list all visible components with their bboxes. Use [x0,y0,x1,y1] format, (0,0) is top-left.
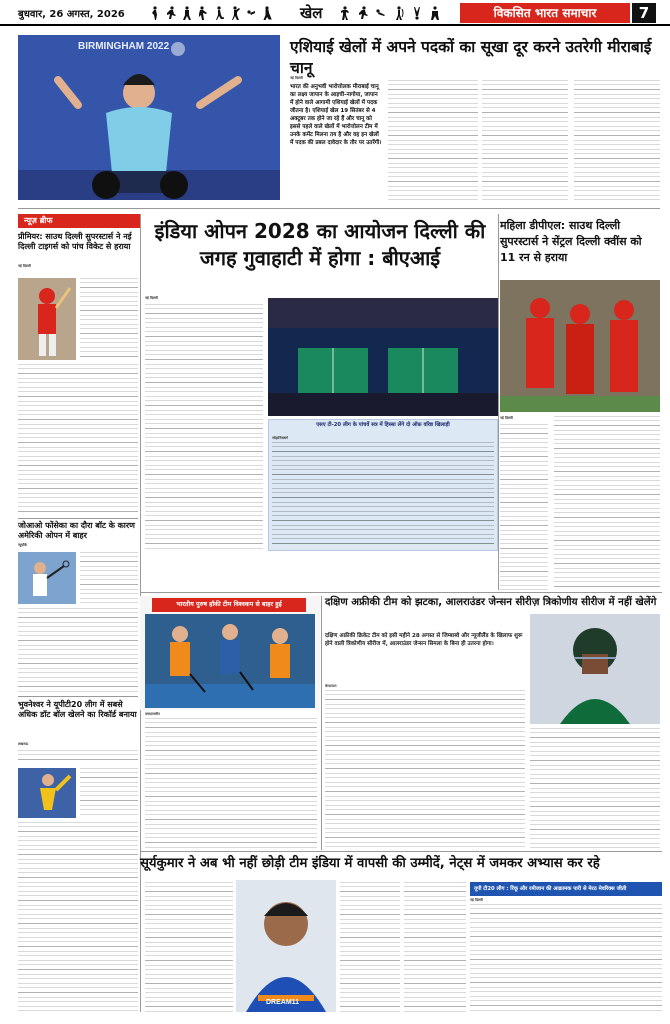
sa-player-photo [530,614,660,724]
hockey-players-photo [145,614,315,708]
weightlifter-photo [18,35,280,200]
hockey-dateline: एम्सटलवीन [145,712,160,716]
bowler-illustration [18,768,76,818]
hockey-body [145,718,317,848]
runner-icon [166,6,176,20]
suryakumar-illustration [236,880,336,1012]
up-t20-dateline: नई दिल्ली [470,898,483,902]
masthead [0,0,670,26]
gymnast-icon [412,6,422,20]
womens-dateline: नई दिल्ली [500,416,513,420]
brief-headline: भुवनेश्वर ने यूपीटी20 लीग में सबसे अधिक डॉट बॉल खेलने का रिकॉर्ड बनाया [18,700,137,719]
top-dateline: नई दिल्ली [290,76,303,80]
sa-headline: दक्षिण अफ्रीकी टीम को झटका, आलराउंडर जेन्सन सीरीज़ त्रिकोणीय सीरीज में नहीं खेलेंगे [325,597,657,608]
news-brief-tag: न्यूज़ ब्रीफ [18,214,140,228]
archer-icon [394,6,404,20]
top-headline: एशियाई खेलों में अपने पदकों का सूखा दूर करने उतरेगी मीराबाई चानू [290,38,652,77]
tennis-player-icon [230,6,240,20]
athlete-icon [182,6,192,20]
cricket-batter-icon [150,6,160,20]
up-t20-headline: यूपी टी20 लीग : रिंकू और रमीजान की आक्रामक पारी से मेरठ मेवरिक्स जीती [470,882,662,896]
sk-body-col-1 [145,882,233,1012]
brief-body-1b [18,364,138,514]
jumper-icon [198,6,208,20]
hockey-illustration [145,614,315,708]
sa-body-col-2 [530,728,660,848]
main-body-col [145,304,263,550]
page-number: 7 [632,3,656,23]
footballer-icon [214,6,224,20]
divider [18,696,138,697]
brief-body-2b [18,608,138,692]
inset-headline: एसए टी-20 लीग के पांचवें सत्र में हिस्सा लेंगे दो ऑफ़ वरिष्ठ खिलाड़ी [316,422,450,428]
swimmer-icon [246,6,256,20]
inset-body [272,442,494,546]
brief-dateline: लखनऊ [18,742,29,746]
hockey-headline: भारतीय पुरुष हॉकी टीम विश्वकप से बाहर हुई [152,598,306,612]
brief-headline: जोआओ फोंसेका का दौरा बॉट के कारण अमेरिकी ओपन में बाहर [18,521,135,540]
hockey-player-icon [262,6,272,20]
brief-dateline: न्यूयॉर्क [18,543,27,547]
divider [18,208,660,209]
womens-body-col-1 [500,424,548,590]
photo-banner-text: BIRMINGHAM 2022 [78,41,170,52]
badminton-arena-photo [268,298,498,416]
divider [140,592,662,593]
up-t20-body [470,904,662,1012]
column-rule [321,596,322,850]
boxer-icon [340,6,350,20]
top-story-summary: भारत की अनुभवी भारोत्तोलक मीराबाई चानू का लक्ष्य जापान के आइची-नागोया, जापान में होने वाले आगामी एशियाई खेलों में पदक जीतना है। एशियाई खेल 19 सितंबर से 4 अक्टूबर तक होने जा रहे हैं और चानू को इससे पहले वाले खेलों में भारोत्तोलन टीम में उनके कमेंट मिलना तय है और वह इन खेलों में पदक की प्रबल दावेदार के तौर पर उतरेंगी। [290,84,382,146]
sk-body-col-2 [340,882,400,1012]
womens-dpl-headline: महिला डीपीएल: साउथ दिल्ली सुपरस्टार्स ने सेंट्रल दिल्ली क्वींस को 11 रन से हराया [500,219,642,264]
section-title: खेल [300,4,323,22]
column-rule [498,214,499,590]
issue-date: बुधवार, 26 अगस्त, 2026 [18,9,125,20]
sprinter-icon [358,6,368,20]
cricketers-illustration [500,280,660,412]
main-headline: इंडिया ओपन 2028 का आयोजन दिल्ली की जगह गुवाहाटी में होगा : बीएआई [154,219,486,270]
sa-subhead: दक्षिण अफ्रीकी क्रिकेट टीम को इसी महीने 28 अगस्त से जिम्बाब्वे और न्यूजीलैंड के खिलाफ शुरू होने वाली त्रिकोणीय सीरीज में, आलराउंडर जेन्सन सिमला के बिना ही उतरना होगा। [325,633,523,647]
divider [140,851,662,852]
brief-body-3c [18,822,138,1012]
diver-icon [376,6,386,20]
suryakumar-headline: सूर्यकुमार ने अब भी नहीं छोड़ी टीम इंडिया में वापसी की उम्मीदें, नेट्स में जमकर अभ्यास कर रहे [140,856,600,871]
arena-illustration [268,298,498,416]
brief-headline: प्रीमियर: साउथ दिल्ली सुपरस्टार्स ने नई दिल्ली टाइगर्स को पांच विकेट से हराया [18,232,132,251]
inset-dateline: जोहानिसबर्ग [272,436,288,440]
main-dateline: नई दिल्ली [145,296,158,300]
sa-dateline: केपटाउन [325,684,337,688]
brief-body-3a [18,750,138,764]
brief-body-2a [80,552,138,604]
bowler-photo [18,768,76,818]
brief-body-1a [80,278,138,360]
sa-body-col-1 [325,690,525,850]
top-body-col-2 [482,80,568,202]
wrestler-icon [430,6,440,20]
brief-dateline: नई दिल्ली [18,264,31,268]
top-body-col-1 [388,80,478,202]
newspaper-name: विकसित भारत समाचार [460,3,630,23]
divider [18,518,138,519]
tennis-illustration [18,552,76,604]
top-body-col-3 [574,80,660,202]
brief-body-3b [80,768,138,818]
weightlifter-illustration [18,35,280,200]
tennis-player-photo [18,552,76,604]
suryakumar-photo [236,880,336,1012]
cricketer-photo [18,278,76,360]
sa-player-illustration [530,614,660,724]
womens-cricketers-photo [500,280,660,412]
cricketer-illustration [18,278,76,360]
jersey-sponsor-text: DREAM11 [266,999,300,1006]
womens-body-col-2 [554,416,660,590]
sk-body-col-3 [404,882,466,1012]
